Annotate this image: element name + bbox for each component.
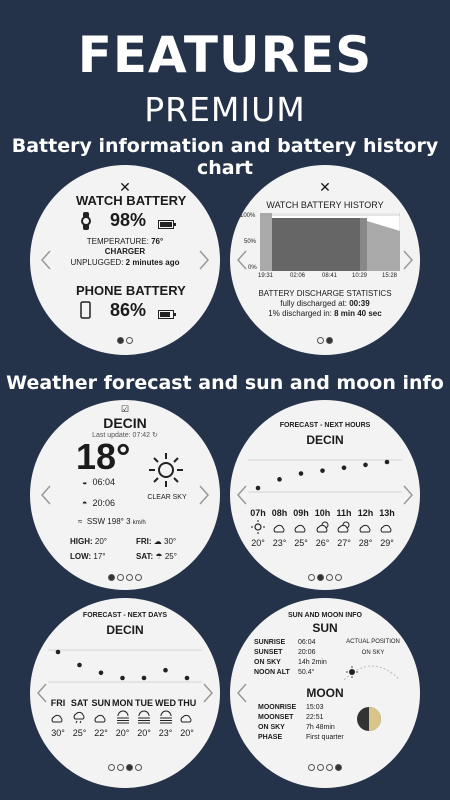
chevron-left-icon[interactable] [39,249,53,271]
one-percent-row [230,309,420,318]
charger-label: CHARGER [104,247,146,256]
one-percent-value: 8 min 40 sec [334,309,382,318]
chevron-right-icon[interactable] [197,249,211,271]
battery-history-chart [260,213,400,271]
phase-value: First quarter [306,734,344,741]
temperature-point [320,468,325,473]
days-temperature-chart [48,646,202,686]
y-tick-100: 100% [240,213,256,219]
page-title: FEATURES [77,26,373,84]
sun-moon-header: SUN AND MOON INFO [287,612,363,619]
moonrise-value: 15:03 [306,704,324,711]
sun-onsky-label: ON SKY [254,659,281,666]
watch-battery-title: WATCH BATTERY [76,193,187,208]
check-icon: ☑ [120,404,130,414]
sun-icon [148,452,184,488]
temperature-point [256,486,261,491]
forecast-label: 13h [379,508,395,518]
weather-condition: CLEAR SKY [147,494,187,501]
sunset-row [82,498,115,508]
unplugged-label: UNPLUGGED: [70,258,124,267]
unplugged-row [30,258,220,267]
weather-current-screen [30,400,220,590]
page-dots [30,764,220,771]
page-dots [230,574,420,581]
page-dots [30,337,220,344]
page-dots [230,764,420,771]
close-icon[interactable]: ✕ [319,179,331,195]
temperature-point [185,676,190,681]
wind-row [78,517,146,526]
forecast-days-city: DECIN [106,623,144,637]
temperature-point [385,460,390,465]
noon-alt-label: NOON ALT [254,669,290,676]
temperature-value: 76° [151,237,164,246]
forecast-temperature: 20° [115,728,130,738]
forecast-temperature: 20° [180,728,194,738]
y-tick-0: 0% [248,265,257,271]
sun-position-arc-icon [342,660,402,682]
fri-row [136,537,176,546]
page-dots [230,337,420,344]
chevron-right-icon[interactable] [401,484,415,506]
sun-labels [254,638,290,678]
sat-label: SAT: [136,552,154,561]
wind-direction: SSW 198° [86,517,124,526]
forecast-temperature: 30° [51,728,65,738]
temperature-row [30,237,220,246]
sunrise-value: 06:04 [298,639,316,646]
forecast-label: 12h [357,508,374,518]
forecast-label: 09h [293,508,309,518]
forecast-hours-header: FORECAST - NEXT HOURS [279,422,371,429]
cloud-icon: ☁ [153,537,162,546]
moon-onsky-label: ON SKY [258,724,285,731]
forecast-hours-city: DECIN [306,433,344,447]
moon-values [306,703,344,743]
temperature-point [142,676,147,681]
temperature-point [277,477,282,482]
phase-label: PHASE [258,734,283,741]
partly-cloudy-icon [333,520,355,536]
low-label: LOW: [70,552,92,561]
watch-battery-screen [30,165,220,355]
forecast-label: 10h [314,508,331,518]
forecast-label: FRI [50,698,66,708]
refresh-icon[interactable]: ↻ [152,432,158,439]
forecast-label: 08h [271,508,288,518]
high-value: 20° [94,537,108,546]
rain-icon: ☂ [155,552,163,561]
high-row [70,537,107,546]
wind-speed: 3 [126,517,131,526]
sat-row [136,552,177,561]
low-row [70,552,106,561]
forecast-label: MON [112,698,133,708]
actual-position-label: ACTUAL POSITION [346,639,400,645]
temperature-point [363,463,368,468]
forecast-label: 11h [336,508,352,518]
noon-alt-value: 50.4° [298,669,315,676]
cloud-icon [90,710,112,726]
forecast-days-screen [30,598,220,788]
sun-title: SUN [312,621,338,635]
forecast-label: WED [155,698,176,708]
phone-battery-percent: 86% [110,300,147,320]
temperature-point [163,668,168,673]
fully-discharged-label: fully discharged at: [280,299,347,308]
sunrise-row [82,477,115,487]
fully-discharged-value: 00:39 [349,299,370,308]
sunset-icon: ◓ [82,498,88,508]
section-title-weather: Weather forecast and sun and moon info [6,372,444,394]
sunrise-icon: ◒ [82,477,88,487]
forecast-temperature: 28° [358,538,373,548]
rain-icon [69,710,91,726]
phone-battery-title: PHONE BATTERY [76,283,186,298]
battery-icon [158,306,176,315]
forecast-label: SAT [70,698,89,708]
moon-title: MOON [306,686,344,700]
forecast-label: THU [177,698,197,708]
forecast-label: 07h [250,508,266,518]
one-percent-label: 1% discharged in: [268,309,332,318]
temperature-point [56,650,61,655]
wind-icon: ≈ [78,517,83,526]
fog-icon [112,710,134,726]
watch-icon [80,212,92,230]
forecast-temperature: 20° [251,538,265,548]
forecast-hours-screen [230,400,420,590]
forecast-days-header: FORECAST - NEXT DAYS [82,612,168,619]
forecast-temperature: 27° [337,538,351,548]
fri-value: 30° [164,537,177,546]
temperature-point [99,671,104,676]
chevron-right-icon[interactable] [197,484,211,506]
partly-cloudy-icon [312,520,334,536]
moonrise-label: MOONRISE [258,704,297,711]
fog-icon [155,710,177,726]
watch-battery-percent: 98% [110,210,147,230]
close-icon[interactable]: ✕ [119,179,131,195]
discharge-stats-title: BATTERY DISCHARGE STATISTICS [258,289,392,298]
phone-icon [80,301,91,319]
temperature-point [77,663,82,668]
temperature-label: TEMPERATURE: [86,237,149,246]
cloud-icon [47,710,69,726]
sunset-label: SUNSET [254,649,283,656]
chevron-left-icon[interactable] [235,249,249,271]
forecast-temperature: 25° [294,538,308,548]
fri-label: FRI: [136,537,152,546]
forecast-temperature: 23° [158,728,173,738]
cloud-icon [269,520,291,536]
sun-values [298,638,327,678]
cloud-icon [376,520,398,536]
city-name: DECIN [103,415,147,431]
x-tick-0: 19:31 [258,273,274,279]
chevron-left-icon[interactable] [235,484,249,506]
temperature-point [120,676,125,681]
forecast-temperature: 23° [272,538,287,548]
forecast-temperature: 29° [380,538,394,548]
forecast-label: TUE [135,698,153,708]
sunset-time: 20:06 [92,498,115,508]
wind-unit: km/h [132,520,146,526]
fog-icon [133,710,155,726]
moon-onsky-value: 7h 48min [306,724,335,731]
moonset-value: 22:51 [306,714,324,721]
x-tick-2: 08:41 [322,273,338,279]
temperature-point [342,465,347,470]
hours-temperature-chart [248,456,402,496]
forecast-temperature: 22° [94,728,108,738]
chevron-right-icon[interactable] [201,682,215,704]
chevron-left-icon[interactable] [39,484,53,506]
forecast-label: SUN [91,698,111,708]
low-value: 17° [93,552,106,561]
forecast-temperature: 26° [315,538,330,548]
high-label: HIGH: [70,537,93,546]
moon-labels [258,703,296,743]
battery-full-icon [158,216,176,225]
battery-history-title: WATCH BATTERY HISTORY [266,200,384,210]
sunrise-label: SUNRISE [254,639,286,646]
sunrise-time: 06:04 [92,477,115,487]
temperature-point [299,471,304,476]
forecast-temperature: 20° [137,728,151,738]
cloud-icon [176,710,198,726]
last-update-text: Last update: 07:42 [92,432,151,439]
x-tick-3: 10:29 [352,273,368,279]
forecast-temperature: 25° [72,728,87,738]
sun-icon [247,520,269,536]
cloud-icon [355,520,377,536]
page-subtitle: PREMIUM [144,90,306,129]
chevron-left-icon[interactable] [235,682,249,704]
sunset-value: 20:06 [298,649,316,656]
y-tick-50: 50% [244,239,257,245]
sun-onsky-value: 14h 2min [298,659,327,666]
sun-moon-screen [230,598,420,788]
battery-history-screen [230,165,420,355]
section-title-battery: Battery information and battery history chart [11,135,439,179]
unplugged-value: 2 minutes ago [125,258,180,267]
cloud-icon [290,520,312,536]
moon-phase-icon [356,706,382,732]
chevron-right-icon[interactable] [401,249,415,271]
x-tick-1: 02:06 [290,273,306,279]
moonset-label: MOONSET [258,714,294,721]
fully-discharged-row [230,299,420,308]
sat-value: 25° [164,552,177,561]
page-dots [30,574,220,581]
current-temperature: 18° [76,436,131,477]
chevron-left-icon[interactable] [35,682,49,704]
sun-position-onsky: ON SKY [361,650,385,656]
x-tick-4: 15:28 [382,273,398,279]
